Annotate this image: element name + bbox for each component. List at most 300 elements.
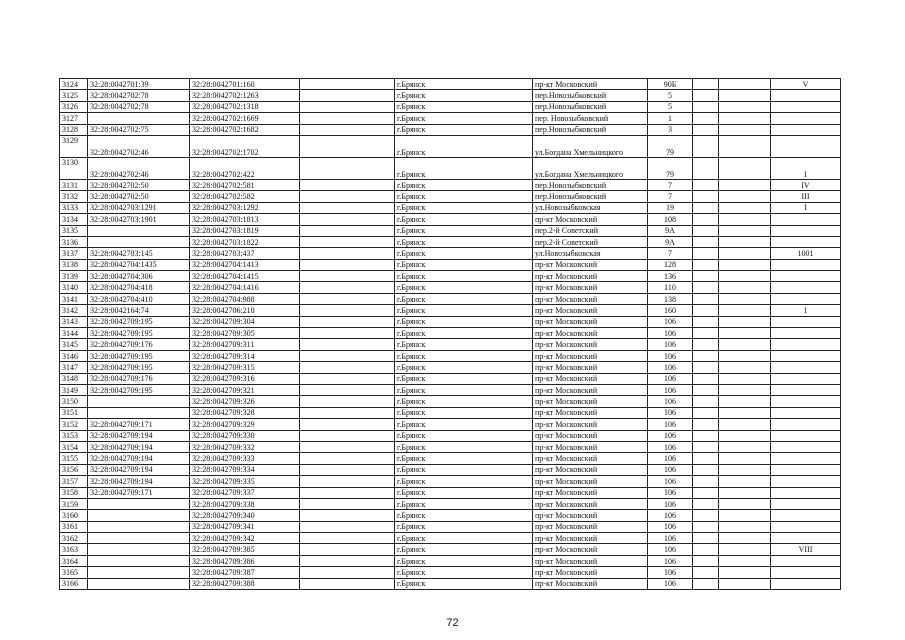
house-number-cell: 7	[648, 248, 693, 259]
extra-cell-b	[719, 79, 771, 90]
row-index-cell: 3159	[60, 498, 88, 509]
city-cell: г.Брянск	[395, 90, 533, 101]
row-index-cell: 3129	[60, 135, 88, 157]
extra-cell-a	[693, 79, 719, 90]
extra-cell-b	[719, 567, 771, 578]
city-cell: г.Брянск	[395, 135, 533, 157]
city-cell: г.Брянск	[395, 101, 533, 112]
parcel-number-cell	[88, 396, 190, 407]
property-table	[59, 78, 841, 590]
street-cell: пер.Новозыбковский	[533, 124, 648, 135]
street-cell: пр-кт Московский	[533, 407, 648, 418]
row-index-cell: 3150	[60, 396, 88, 407]
cadastral-number-cell: 32:28:0042709:387	[190, 567, 300, 578]
premises-cell: I	[771, 157, 841, 179]
extra-cell-a	[693, 202, 719, 213]
parcel-number-cell: 32:28:0042164:74	[88, 305, 190, 316]
street-cell: пр-кт Московский	[533, 487, 648, 498]
house-number-cell: 3	[648, 124, 693, 135]
house-number-cell: 106	[648, 510, 693, 521]
cadastral-number-cell: 32:28:0042709:342	[190, 533, 300, 544]
row-index-cell: 3157	[60, 476, 88, 487]
table-row	[60, 373, 841, 384]
house-number-cell: 106	[648, 430, 693, 441]
premises-cell	[771, 476, 841, 487]
city-cell: г.Брянск	[395, 191, 533, 202]
extra-cell-b	[719, 282, 771, 293]
table-row	[60, 533, 841, 544]
table-row	[60, 282, 841, 293]
city-cell: г.Брянск	[395, 373, 533, 384]
row-index-cell: 3149	[60, 384, 88, 395]
city-cell: г.Брянск	[395, 419, 533, 430]
house-number-cell: 106	[648, 419, 693, 430]
cadastral-number-cell: 32:28:0042704:1415	[190, 271, 300, 282]
street-cell: пр-кт Московский	[533, 396, 648, 407]
street-cell: пр-кт Московский	[533, 544, 648, 555]
street-cell: пр-кт Московский	[533, 419, 648, 430]
extra-cell-b	[719, 179, 771, 190]
table-row	[60, 441, 841, 452]
parcel-number-cell	[88, 555, 190, 566]
extra-cell-b	[719, 328, 771, 339]
extra-cell-a	[693, 544, 719, 555]
row-index-cell: 3161	[60, 521, 88, 532]
parcel-number-cell	[88, 498, 190, 509]
blank-cell	[300, 248, 395, 259]
parcel-number-cell: 32:28:0042709:194	[88, 464, 190, 475]
table-row	[60, 202, 841, 213]
premises-cell	[771, 396, 841, 407]
blank-cell	[300, 441, 395, 452]
table-row	[60, 567, 841, 578]
row-index-cell: 3153	[60, 430, 88, 441]
city-cell: г.Брянск	[395, 396, 533, 407]
street-cell: пр-кт Московский	[533, 464, 648, 475]
premises-cell: VIII	[771, 544, 841, 555]
parcel-number-cell	[88, 578, 190, 589]
house-number-cell: 160	[648, 305, 693, 316]
row-index-cell: 3154	[60, 441, 88, 452]
row-index-cell: 3128	[60, 124, 88, 135]
city-cell: г.Брянск	[395, 453, 533, 464]
street-cell: пр-кт Московский	[533, 79, 648, 90]
city-cell: г.Брянск	[395, 555, 533, 566]
house-number-cell: 9А	[648, 236, 693, 247]
table-row	[60, 259, 841, 270]
house-number-cell: 106	[648, 441, 693, 452]
parcel-number-cell	[88, 225, 190, 236]
cadastral-number-cell: 32:28:0042703:437	[190, 248, 300, 259]
street-cell: ул.Богдана Хмельницкого	[533, 157, 648, 179]
parcel-number-cell	[88, 236, 190, 247]
premises-cell	[771, 533, 841, 544]
row-index-cell: 3125	[60, 90, 88, 101]
blank-cell	[300, 396, 395, 407]
table-row	[60, 350, 841, 361]
parcel-number-cell: 32:28:0042702:78	[88, 90, 190, 101]
extra-cell-a	[693, 396, 719, 407]
table-row	[60, 214, 841, 225]
street-cell: пер.2-й Советский	[533, 225, 648, 236]
blank-cell	[300, 464, 395, 475]
table-row	[60, 293, 841, 304]
premises-cell: I	[771, 305, 841, 316]
row-index-cell: 3124	[60, 79, 88, 90]
extra-cell-a	[693, 316, 719, 327]
table-row	[60, 101, 841, 112]
city-cell: г.Брянск	[395, 487, 533, 498]
blank-cell	[300, 191, 395, 202]
extra-cell-a	[693, 362, 719, 373]
cadastral-number-cell: 32:28:0042702:1702	[190, 135, 300, 157]
table-row	[60, 430, 841, 441]
table-row	[60, 90, 841, 101]
extra-cell-b	[719, 90, 771, 101]
extra-cell-a	[693, 453, 719, 464]
street-cell: ул.Новозыбковская	[533, 248, 648, 259]
parcel-number-cell: 32:28:0042701:39	[88, 79, 190, 90]
cadastral-number-cell: 32:28:0042703:1813	[190, 214, 300, 225]
table-row	[60, 510, 841, 521]
blank-cell	[300, 202, 395, 213]
blank-cell	[300, 350, 395, 361]
premises-cell	[771, 214, 841, 225]
city-cell: г.Брянск	[395, 214, 533, 225]
parcel-number-cell: 32:28:0042709:176	[88, 373, 190, 384]
table-row	[60, 476, 841, 487]
cadastral-number-cell: 32:28:0042709:311	[190, 339, 300, 350]
premises-cell	[771, 430, 841, 441]
street-cell: пер.Новозыбковский	[533, 191, 648, 202]
parcel-number-cell: 32:28:0042704:418	[88, 282, 190, 293]
table-row	[60, 362, 841, 373]
street-cell: пр-кт Московский	[533, 271, 648, 282]
cadastral-number-cell: 32:28:0042709:385	[190, 544, 300, 555]
city-cell: г.Брянск	[395, 305, 533, 316]
blank-cell	[300, 259, 395, 270]
parcel-number-cell: 32:28:0042709:171	[88, 487, 190, 498]
extra-cell-b	[719, 305, 771, 316]
premises-cell	[771, 567, 841, 578]
row-index-cell: 3160	[60, 510, 88, 521]
extra-cell-a	[693, 578, 719, 589]
house-number-cell: 106	[648, 476, 693, 487]
cadastral-number-cell: 32:28:0042709:304	[190, 316, 300, 327]
extra-cell-b	[719, 202, 771, 213]
blank-cell	[300, 339, 395, 350]
premises-cell	[771, 441, 841, 452]
house-number-cell: 79	[648, 157, 693, 179]
house-number-cell: 110	[648, 282, 693, 293]
cadastral-number-cell: 32:28:0042709:338	[190, 498, 300, 509]
blank-cell	[300, 157, 395, 179]
extra-cell-a	[693, 191, 719, 202]
extra-cell-a	[693, 248, 719, 259]
house-number-cell: 7	[648, 179, 693, 190]
city-cell: г.Брянск	[395, 567, 533, 578]
table-row	[60, 407, 841, 418]
blank-cell	[300, 282, 395, 293]
house-number-cell: 106	[648, 555, 693, 566]
cadastral-number-cell: 32:28:0042709:330	[190, 430, 300, 441]
extra-cell-b	[719, 555, 771, 566]
cadastral-number-cell: 32:28:0042702:1682	[190, 124, 300, 135]
extra-cell-b	[719, 453, 771, 464]
cadastral-number-cell: 32:28:0042704:1416	[190, 282, 300, 293]
house-number-cell: 106	[648, 396, 693, 407]
cadastral-number-cell: 32:28:0042709:316	[190, 373, 300, 384]
extra-cell-a	[693, 350, 719, 361]
city-cell: г.Брянск	[395, 202, 533, 213]
extra-cell-a	[693, 419, 719, 430]
table-row	[60, 544, 841, 555]
house-number-cell: 106	[648, 328, 693, 339]
table-row	[60, 328, 841, 339]
street-cell: пр-кт Московский	[533, 259, 648, 270]
city-cell: г.Брянск	[395, 430, 533, 441]
extra-cell-b	[719, 124, 771, 135]
cadastral-number-cell: 32:28:0042703:1819	[190, 225, 300, 236]
city-cell: г.Брянск	[395, 157, 533, 179]
extra-cell-a	[693, 305, 719, 316]
blank-cell	[300, 407, 395, 418]
street-cell: пр-кт Московский	[533, 510, 648, 521]
extra-cell-a	[693, 259, 719, 270]
house-number-cell: 106	[648, 544, 693, 555]
parcel-number-cell	[88, 407, 190, 418]
parcel-number-cell: 32:28:0042709:194	[88, 430, 190, 441]
street-cell: пр-кт Московский	[533, 441, 648, 452]
premises-cell	[771, 498, 841, 509]
blank-cell	[300, 101, 395, 112]
row-index-cell: 3141	[60, 293, 88, 304]
cadastral-number-cell: 32:28:0042702:1669	[190, 113, 300, 124]
extra-cell-b	[719, 248, 771, 259]
city-cell: г.Брянск	[395, 533, 533, 544]
cadastral-number-cell: 32:28:0042709:315	[190, 362, 300, 373]
cadastral-number-cell: 32:28:0042702:581	[190, 179, 300, 190]
cadastral-number-cell: 32:28:0042709:314	[190, 350, 300, 361]
row-index-cell: 3152	[60, 419, 88, 430]
extra-cell-a	[693, 113, 719, 124]
parcel-number-cell	[88, 533, 190, 544]
parcel-number-cell: 32:28:0042709:176	[88, 339, 190, 350]
street-cell: пер.Новозыбковский	[533, 101, 648, 112]
city-cell: г.Брянск	[395, 339, 533, 350]
house-number-cell: 128	[648, 259, 693, 270]
parcel-number-cell: 32:28:0042702:46	[88, 135, 190, 157]
extra-cell-a	[693, 282, 719, 293]
house-number-cell: 1	[648, 113, 693, 124]
house-number-cell: 106	[648, 407, 693, 418]
premises-cell	[771, 124, 841, 135]
street-cell: пр-кт Московский	[533, 362, 648, 373]
parcel-number-cell: 32:28:0042709:195	[88, 350, 190, 361]
row-index-cell: 3142	[60, 305, 88, 316]
premises-cell	[771, 350, 841, 361]
extra-cell-a	[693, 90, 719, 101]
street-cell: пр-кт Московский	[533, 533, 648, 544]
table-row	[60, 578, 841, 589]
row-index-cell: 3130	[60, 157, 88, 179]
extra-cell-a	[693, 464, 719, 475]
row-index-cell: 3158	[60, 487, 88, 498]
parcel-number-cell: 32:28:0042709:194	[88, 441, 190, 452]
house-number-cell: 106	[648, 533, 693, 544]
row-index-cell: 3145	[60, 339, 88, 350]
row-index-cell: 3132	[60, 191, 88, 202]
blank-cell	[300, 179, 395, 190]
parcel-number-cell: 32:28:0042709:195	[88, 362, 190, 373]
city-cell: г.Брянск	[395, 113, 533, 124]
cadastral-number-cell: 32:28:0042702:582	[190, 191, 300, 202]
extra-cell-a	[693, 441, 719, 452]
extra-cell-b	[719, 135, 771, 157]
parcel-number-cell	[88, 521, 190, 532]
city-cell: г.Брянск	[395, 271, 533, 282]
parcel-number-cell	[88, 113, 190, 124]
table-row	[60, 179, 841, 190]
blank-cell	[300, 430, 395, 441]
blank-cell	[300, 419, 395, 430]
extra-cell-b	[719, 384, 771, 395]
row-index-cell: 3166	[60, 578, 88, 589]
premises-cell	[771, 464, 841, 475]
cadastral-number-cell: 32:28:0042709:386	[190, 555, 300, 566]
row-index-cell: 3147	[60, 362, 88, 373]
premises-cell	[771, 373, 841, 384]
premises-cell	[771, 271, 841, 282]
city-cell: г.Брянск	[395, 350, 533, 361]
parcel-number-cell: 32:28:0042704:1435	[88, 259, 190, 270]
table-row	[60, 79, 841, 90]
extra-cell-b	[719, 339, 771, 350]
blank-cell	[300, 476, 395, 487]
row-index-cell: 3151	[60, 407, 88, 418]
cadastral-number-cell: 32:28:0042704:988	[190, 293, 300, 304]
extra-cell-b	[719, 113, 771, 124]
extra-cell-b	[719, 259, 771, 270]
street-cell: пр-кт Московский	[533, 214, 648, 225]
row-index-cell: 3131	[60, 179, 88, 190]
table-row	[60, 384, 841, 395]
cadastral-number-cell: 32:28:0042709:335	[190, 476, 300, 487]
city-cell: г.Брянск	[395, 124, 533, 135]
cadastral-number-cell: 32:28:0042709:305	[190, 328, 300, 339]
table-row	[60, 498, 841, 509]
table-row	[60, 316, 841, 327]
extra-cell-b	[719, 191, 771, 202]
premises-cell	[771, 135, 841, 157]
house-number-cell: 106	[648, 339, 693, 350]
house-number-cell: 7	[648, 191, 693, 202]
premises-cell	[771, 521, 841, 532]
table-row	[60, 236, 841, 247]
extra-cell-b	[719, 236, 771, 247]
parcel-number-cell: 32:28:0042703:145	[88, 248, 190, 259]
house-number-cell: 106	[648, 487, 693, 498]
parcel-number-cell: 32:28:0042702:75	[88, 124, 190, 135]
extra-cell-b	[719, 498, 771, 509]
row-index-cell: 3137	[60, 248, 88, 259]
row-index-cell: 3136	[60, 236, 88, 247]
house-number-cell: 106	[648, 362, 693, 373]
extra-cell-a	[693, 214, 719, 225]
extra-cell-a	[693, 373, 719, 384]
extra-cell-b	[719, 101, 771, 112]
table-row	[60, 305, 841, 316]
city-cell: г.Брянск	[395, 79, 533, 90]
blank-cell	[300, 453, 395, 464]
extra-cell-a	[693, 521, 719, 532]
city-cell: г.Брянск	[395, 316, 533, 327]
premises-cell	[771, 236, 841, 247]
extra-cell-b	[719, 578, 771, 589]
street-cell: пр-кт Московский	[533, 430, 648, 441]
premises-cell	[771, 384, 841, 395]
extra-cell-b	[719, 362, 771, 373]
extra-cell-a	[693, 225, 719, 236]
row-index-cell: 3133	[60, 202, 88, 213]
cadastral-number-cell: 32:28:0042709:333	[190, 453, 300, 464]
page-number: 72	[446, 617, 459, 629]
extra-cell-b	[719, 293, 771, 304]
parcel-number-cell: 32:28:0042702:50	[88, 179, 190, 190]
parcel-number-cell	[88, 544, 190, 555]
premises-cell	[771, 293, 841, 304]
cadastral-number-cell: 32:28:0042709:340	[190, 510, 300, 521]
extra-cell-a	[693, 487, 719, 498]
blank-cell	[300, 214, 395, 225]
table-row	[60, 225, 841, 236]
house-number-cell: 106	[648, 316, 693, 327]
blank-cell	[300, 362, 395, 373]
cadastral-number-cell: 32:28:0042709:337	[190, 487, 300, 498]
parcel-number-cell: 32:28:0042702:78	[88, 101, 190, 112]
blank-cell	[300, 510, 395, 521]
extra-cell-a	[693, 498, 719, 509]
row-index-cell: 3140	[60, 282, 88, 293]
table-row	[60, 555, 841, 566]
premises-cell	[771, 113, 841, 124]
row-index-cell: 3135	[60, 225, 88, 236]
extra-cell-b	[719, 225, 771, 236]
table-row	[60, 396, 841, 407]
house-number-cell: 138	[648, 293, 693, 304]
table-row	[60, 464, 841, 475]
extra-cell-a	[693, 157, 719, 179]
city-cell: г.Брянск	[395, 407, 533, 418]
blank-cell	[300, 135, 395, 157]
extra-cell-b	[719, 510, 771, 521]
premises-cell	[771, 362, 841, 373]
city-cell: г.Брянск	[395, 521, 533, 532]
city-cell: г.Брянск	[395, 544, 533, 555]
row-index-cell: 3126	[60, 101, 88, 112]
city-cell: г.Брянск	[395, 282, 533, 293]
extra-cell-a	[693, 271, 719, 282]
house-number-cell: 9А	[648, 225, 693, 236]
street-cell: пр-кт Московский	[533, 328, 648, 339]
parcel-number-cell: 32:28:0042709:195	[88, 316, 190, 327]
parcel-number-cell: 32:28:0042702:50	[88, 191, 190, 202]
premises-cell	[771, 419, 841, 430]
city-cell: г.Брянск	[395, 179, 533, 190]
street-cell: пр-кт Московский	[533, 305, 648, 316]
house-number-cell: 19	[648, 202, 693, 213]
blank-cell	[300, 567, 395, 578]
